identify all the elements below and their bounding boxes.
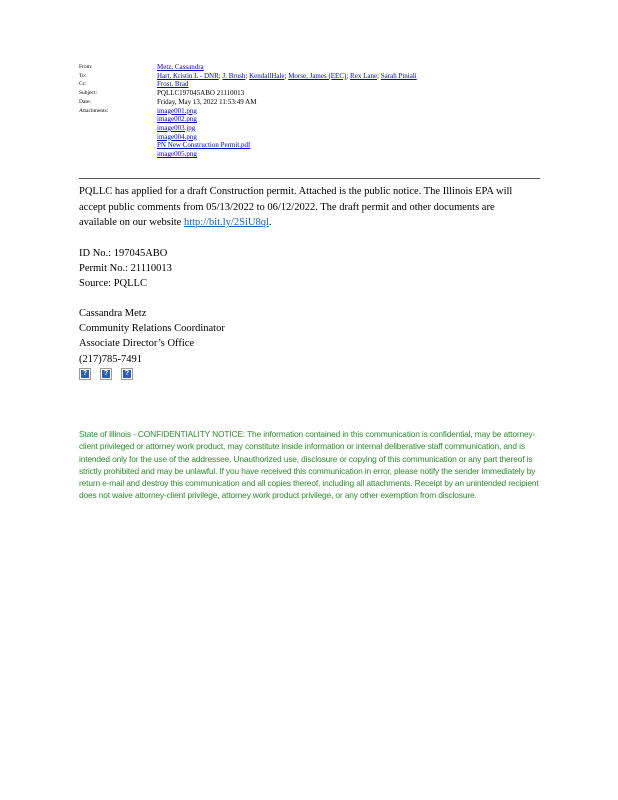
permit-ids [79,246,172,292]
from-row [79,63,549,72]
to-recipient[interactable]: Rex Lane [350,71,378,80]
signature-images [79,368,133,380]
attachments-row [79,107,549,159]
cc-row [79,80,549,89]
attachment-link[interactable]: image001.png [157,106,197,115]
cc-label: Cc: [79,81,87,88]
signature-title: Community Relations Coordinator [79,323,225,335]
confidentiality-notice: State of Illinois - CONFIDENTIALITY NOTICE: The information contained in this communication is confidential, may be attorney-client privileged or attorney work product, may constitute inside information or internal deliberative staff communication, and is intended only for the use of the addressee. Unauthorized use, disclosure or copying of this communication or any part thereof is strictly prohibited and may be unlawful. If you have received this communication in error, please notify the sender immediately by return e-mail and destroy this communication and all copies thereof, including all attachments. Receipt by an unintended recipient does not waive attorney-client privilege, attorney work product privilege, or any other exemption from disclosure. [79,429,539,501]
from-link[interactable]: Metz, Cassandra [157,63,204,71]
cc-link[interactable]: Frost, Brad [157,80,189,89]
body-text: PQLLC has applied for a draft Construction permit. Attached is the public notice. The Illinois EPA will accept public comments from 05/13/2022 to 06/12/2022. The draft permit and other documents are available on our website [79,186,513,228]
signature-phone: (217)785-7491 [79,353,142,365]
broken-image-icon[interactable]: ? [79,368,91,380]
attachments-label: Attachments: [79,107,109,114]
from-label: From: [79,64,93,70]
date-value: Friday, May 13, 2022 11:53:49 AM [157,97,257,106]
message-body [79,184,529,231]
to-row: To: Hart, Kristin L - DNR; J. Brush; KendallHale; Morse, James (EEC); Rex Lane; Sarah Piniali [79,71,417,80]
to-label: To: [79,72,87,79]
subject-label: Subject: [79,90,98,97]
website-link[interactable]: http://bit.ly/2SiU8ql [183,217,269,228]
signature-name: Cassandra Metz [79,308,147,319]
subject-value: PQLLC197045ABO 21110013 [157,89,245,98]
id-number: ID No.: 197045ABO [79,248,168,259]
to-recipient[interactable]: Sarah Piniali [380,71,417,80]
attachment-link[interactable]: image002.png [157,115,197,124]
broken-image-icon[interactable]: ? [121,368,133,380]
attachment-link[interactable]: image005.png [157,150,197,159]
attachment-link[interactable]: PN New Construction Permit.pdf [157,141,251,150]
attachment-link[interactable]: image004.png [157,132,197,141]
to-recipient[interactable]: J. Brush [222,71,246,80]
attachment-link[interactable]: image003.jpg [157,123,196,132]
header-divider [79,178,540,179]
signature-office: Associate Director’s Office [79,338,195,350]
to-recipient[interactable]: Morse, James (EEC) [288,71,347,80]
to-recipient[interactable]: KendallHale [249,71,285,80]
broken-image-icon[interactable]: ? [100,368,112,380]
subject-row [79,89,549,98]
body-end: . [268,217,272,228]
date-label: Date: [79,98,91,105]
source: Source: PQLLC [79,278,147,290]
email-header [79,63,549,159]
signature-block [79,306,225,367]
permit-number: Permit No.: 21110013 [79,263,172,275]
date-row [79,98,549,107]
to-recipient[interactable]: Hart, Kristin L - DNR [157,71,219,80]
